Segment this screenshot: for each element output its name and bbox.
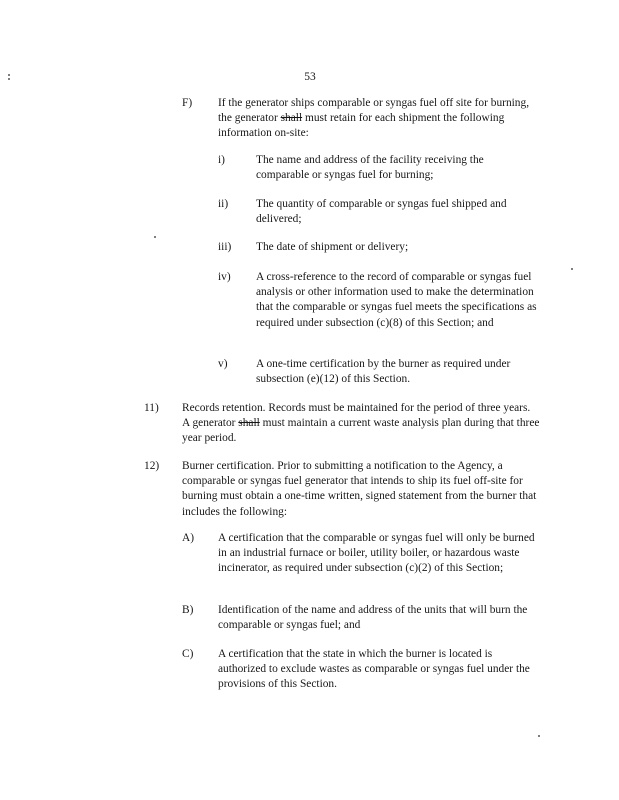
- subitem-label: v): [218, 358, 228, 370]
- item-label: 12): [144, 460, 160, 472]
- subitem-text: The date of shipment or delivery;: [256, 241, 409, 253]
- subitem-text: Identification of the name and address of the units that will burn the comparable or syngas fuel; and: [218, 604, 528, 632]
- struck-word: shall: [280, 112, 303, 125]
- item-label: F): [182, 97, 193, 109]
- item-text: Burner certification. Prior to submitting a notification to the Agency, a comparable or syngas fuel generator that intends to ship its fuel off-site for burning must obtain a one-time written, signed statement from the burner that includes the following:: [182, 460, 537, 518]
- scan-speck: [538, 735, 540, 737]
- item-text-pre: Records retention. Records must be maintained for the period of three years. A generator: [182, 402, 531, 430]
- item-text-post: must retain for each shipment the following information on-site:: [218, 112, 505, 140]
- subitem-text: A certification that the comparable or syngas fuel will only be burned in an industrial furnace or boiler, utility boiler, or hazardous waste incinerator, as required under subsection (c)(2) of this Section;: [218, 532, 535, 575]
- subitem-label: A): [182, 532, 195, 544]
- subitem-label: iv): [218, 271, 231, 283]
- scan-speck: [8, 78, 10, 80]
- item-text: [218, 96, 532, 142]
- item-text-pre: If the generator ships comparable or syngas fuel off site for burning, the generator: [218, 97, 530, 125]
- item-text-post: must maintain a current waste analysis plan during that three year period.: [182, 417, 540, 445]
- subitem-label: C): [182, 648, 194, 660]
- subitem-label: iii): [218, 241, 232, 253]
- subitem-text: The name and address of the facility receiving the comparable or syngas fuel for burning;: [256, 154, 484, 182]
- scan-speck: [571, 268, 573, 270]
- struck-word: shall: [238, 417, 260, 430]
- item-label: 11): [144, 402, 159, 414]
- page-number: 53: [304, 71, 316, 83]
- subitem-label: B): [182, 604, 194, 616]
- scan-speck: [8, 74, 10, 76]
- subitem-label: ii): [218, 198, 229, 210]
- item-text: [182, 401, 540, 447]
- subitem-text: The quantity of comparable or syngas fuel shipped and delivered;: [256, 198, 507, 226]
- subitem-label: i): [218, 154, 225, 166]
- scan-speck: [154, 236, 156, 238]
- subitem-text: A one-time certification by the burner as required under subsection (e)(12) of this Section.: [256, 358, 511, 386]
- subitem-text: A cross-reference to the record of comparable or syngas fuel analysis or other information used to make the determination that the comparable or syngas fuel meets the specifications as required under subsection (c)(8) of this Section; and: [256, 271, 537, 329]
- subitem-text: A certification that the state in which the burner is located is authorized to exclude wastes as comparable or syngas fuel under the provisions of this Section.: [218, 648, 530, 691]
